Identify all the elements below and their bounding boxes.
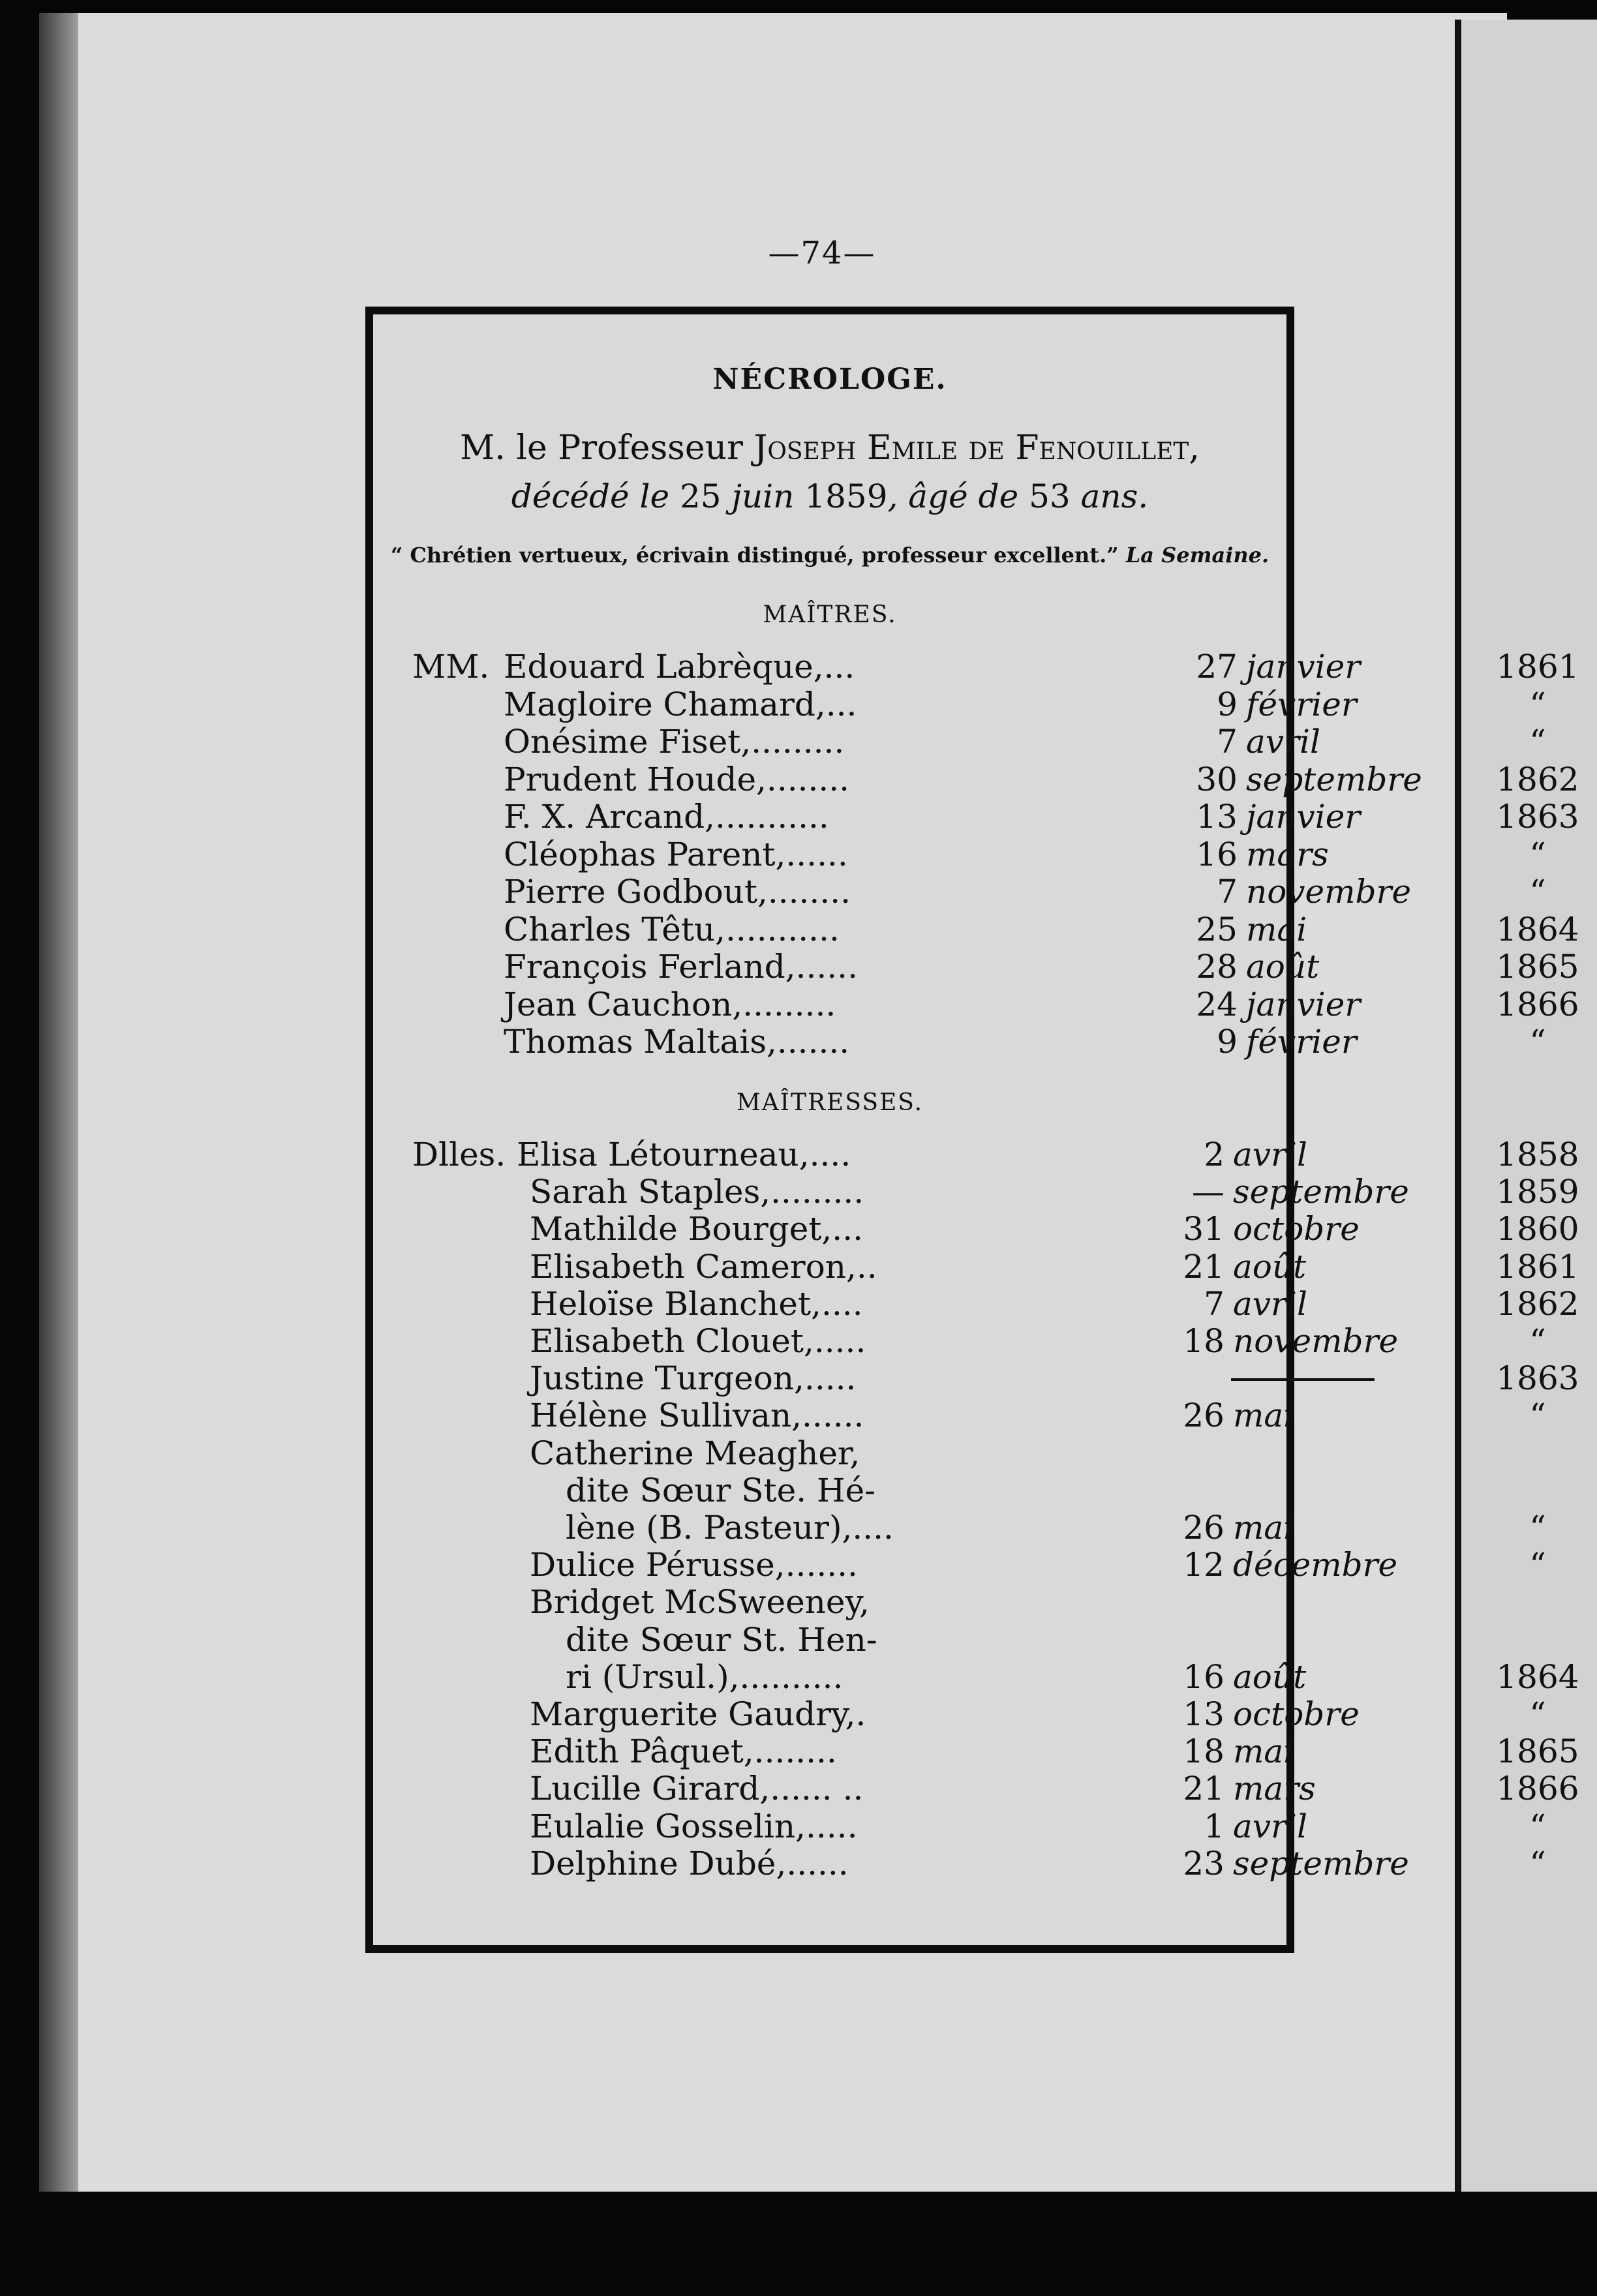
entry-name: lène (B. Pasteur),....	[566, 1509, 894, 1547]
entry-name: Cléophas Parent,......	[504, 835, 848, 873]
entry-name: dite Sœur St. Hen-	[566, 1620, 877, 1659]
list-item	[373, 1584, 1286, 1620]
entry-name: Elisa Létourneau,....	[517, 1136, 851, 1173]
entry-month: avril	[1233, 1136, 1307, 1173]
necrology-frame	[365, 307, 1579, 1953]
professor-prefix: M. le Professeur	[460, 429, 754, 468]
entry-day: 28	[1196, 948, 1238, 986]
entry-year: 1862	[1496, 1284, 1579, 1323]
entry-name: Marguerite Gaudry,.	[530, 1695, 866, 1733]
entry-month: septembre	[1246, 760, 1422, 798]
death-age: 53	[1029, 477, 1071, 515]
list-item	[373, 1435, 1286, 1472]
entry-name: Magloire Chamard,...	[504, 685, 857, 723]
entry-name: Jean Cauchon,.........	[504, 985, 836, 1023]
entry-year: “	[1529, 1695, 1546, 1733]
entry-month: octobre	[1233, 1695, 1360, 1733]
professor-line	[373, 429, 1286, 468]
entry-month: avril	[1246, 723, 1320, 761]
entry-name: Elisabeth Cameron,..	[530, 1247, 877, 1286]
entry-year: “	[1529, 1807, 1546, 1845]
list-item	[373, 1732, 1579, 1771]
entry-day: 21	[1183, 1770, 1224, 1808]
entry-day: 13	[1183, 1695, 1224, 1733]
entry-day: 18	[1183, 1322, 1224, 1360]
entry-year: “	[1529, 723, 1546, 761]
list-item	[373, 1322, 1546, 1360]
entry-month: mai	[1246, 910, 1307, 948]
death-text-a: décédé le	[511, 477, 680, 515]
entry-name: Prudent Houde,........	[504, 760, 850, 798]
entry-name: Dulice Pérusse,.......	[530, 1546, 858, 1584]
list-item	[373, 1622, 1286, 1658]
entry-year: 1866	[1496, 1770, 1579, 1808]
entry-year: 1863	[1496, 1359, 1579, 1398]
entry-year: 1860	[1496, 1210, 1579, 1248]
entry-name: Bridget McSweeney,	[530, 1583, 870, 1622]
entry-year: “	[1529, 1546, 1546, 1584]
entry-day: 18	[1183, 1732, 1224, 1771]
entry-month: octobre	[1233, 1210, 1360, 1248]
entry-day: 26	[1183, 1397, 1224, 1435]
section-heading-maitres: MAÎTRES.	[763, 601, 897, 628]
entry-month: août	[1233, 1657, 1307, 1696]
list-item	[373, 1770, 1579, 1808]
entry-name: Justine Turgeon,.....	[530, 1359, 857, 1398]
section-heading-maitresses: MAÎTRESSES.	[736, 1089, 924, 1116]
list-item	[373, 1247, 1579, 1286]
quote-source: La Semaine.	[1125, 543, 1270, 567]
entry-name: dite Sœur Ste. Hé-	[566, 1471, 876, 1509]
entry-year: 1861	[1496, 1247, 1579, 1286]
entry-day: 24	[1196, 985, 1238, 1023]
entry-name: Onésime Fiset,.........	[504, 723, 845, 761]
entry-day: 2	[1204, 1136, 1224, 1173]
list-item	[373, 910, 1579, 948]
entry-day: 31	[1183, 1210, 1224, 1248]
death-text-c: juin	[721, 477, 805, 515]
entry-year: “	[1529, 1844, 1546, 1882]
list-item	[373, 1397, 1546, 1435]
entry-day: 21	[1183, 1247, 1224, 1286]
entry-day: 7	[1217, 873, 1238, 911]
entry-day: 7	[1204, 1284, 1224, 1323]
entry-year: 1862	[1496, 760, 1579, 798]
entry-name: Edouard Labrèque,...	[504, 648, 855, 686]
entry-day: 23	[1183, 1844, 1224, 1882]
professor-death-line	[373, 477, 1286, 515]
entry-year: 1863	[1496, 798, 1579, 836]
entry-prefix: Dlles.	[412, 1136, 506, 1173]
entry-year: 1858	[1496, 1136, 1579, 1173]
list-item	[373, 1695, 1546, 1733]
entry-month: avril	[1233, 1284, 1307, 1323]
entry-name: Heloïse Blanchet,....	[530, 1284, 863, 1323]
entry-month: décembre	[1233, 1546, 1398, 1584]
entry-name: Eulalie Gosselin,.....	[530, 1807, 858, 1845]
entry-day: 16	[1196, 835, 1238, 873]
entry-month: août	[1246, 948, 1320, 986]
list-item	[373, 685, 1546, 723]
entry-name: Lucille Girard,...... ..	[530, 1770, 864, 1808]
entry-year: “	[1529, 1397, 1546, 1435]
entry-day: 27	[1196, 648, 1238, 686]
list-item	[373, 1844, 1546, 1882]
entry-name: Hélène Sullivan,......	[530, 1397, 864, 1435]
entry-day: 9	[1217, 685, 1238, 723]
entry-name: Charles Têtu,...........	[504, 910, 840, 948]
entry-day: 16	[1183, 1657, 1224, 1696]
entry-day: 25	[1196, 910, 1238, 948]
entry-year: “	[1529, 873, 1546, 911]
entry-year: 1864	[1496, 1657, 1579, 1696]
entry-name: Pierre Godbout,........	[504, 873, 851, 911]
entry-name: Catherine Meagher,	[530, 1434, 860, 1472]
list-item	[373, 1284, 1579, 1323]
entry-month: septembre	[1233, 1173, 1409, 1211]
entry-month: janvier	[1246, 648, 1361, 686]
entry-year: 1865	[1496, 948, 1579, 986]
page-title: NÉCROLOGE.	[712, 363, 947, 396]
entry-month: mai	[1233, 1732, 1294, 1771]
death-year: 1859	[804, 477, 888, 515]
quote	[373, 543, 1286, 567]
list-item	[373, 1546, 1546, 1584]
entry-day: 1	[1204, 1807, 1224, 1845]
entry-month: mai	[1233, 1397, 1294, 1435]
list-item	[373, 948, 1579, 986]
quote-text: “ Chrétien vertueux, écrivain distingué, professeur excellent.”	[390, 543, 1126, 567]
entry-year: “	[1529, 1509, 1546, 1547]
entry-month: janvier	[1246, 985, 1361, 1023]
entry-year: 1865	[1496, 1732, 1579, 1771]
list-item	[373, 1807, 1546, 1845]
list-item	[373, 1657, 1579, 1696]
entry-month: février	[1246, 1023, 1357, 1061]
list-item	[373, 873, 1546, 911]
death-text-e: , âgé de	[887, 477, 1029, 515]
list-item	[373, 1359, 1579, 1398]
list-item	[373, 835, 1546, 873]
list-item	[373, 760, 1579, 798]
list-item	[373, 1173, 1579, 1211]
entry-day: 13	[1196, 798, 1238, 836]
list-item	[373, 648, 1579, 686]
entry-month: mars	[1233, 1770, 1316, 1808]
list-item	[373, 1472, 1286, 1509]
entry-day: 9	[1217, 1023, 1238, 1061]
death-text-g: ans.	[1070, 477, 1149, 515]
entry-month: avril	[1233, 1807, 1307, 1845]
list-item	[373, 1023, 1546, 1061]
entry-year: 1864	[1496, 910, 1579, 948]
list-item	[373, 723, 1546, 761]
entry-name: Thomas Maltais,.......	[504, 1023, 850, 1061]
entry-name: François Ferland,......	[504, 948, 858, 986]
entry-year: 1861	[1496, 648, 1579, 686]
entry-year: “	[1529, 1322, 1546, 1360]
entry-name: ri (Ursul.),..........	[566, 1657, 844, 1696]
page-number: —74—	[768, 235, 876, 271]
entry-year: “	[1529, 685, 1546, 723]
list-item	[373, 798, 1579, 836]
entry-day: 30	[1196, 760, 1238, 798]
entry-year: 1859	[1496, 1173, 1579, 1211]
entry-month: mars	[1246, 835, 1329, 873]
list-item	[373, 1136, 1579, 1173]
entry-month: février	[1246, 685, 1357, 723]
entry-month: mai	[1233, 1509, 1294, 1547]
entry-day: 12	[1183, 1546, 1224, 1584]
entry-name: Mathilde Bourget,...	[530, 1210, 863, 1248]
entry-month: janvier	[1246, 798, 1361, 836]
entry-name: Elisabeth Clouet,.....	[530, 1322, 866, 1360]
entry-month: septembre	[1233, 1844, 1409, 1882]
entry-year: “	[1529, 1023, 1546, 1061]
entry-day: —	[1192, 1173, 1224, 1211]
entry-year: 1866	[1496, 985, 1579, 1023]
entry-name: F. X. Arcand,...........	[504, 798, 829, 836]
entry-prefix: MM.	[412, 648, 490, 686]
entry-month: novembre	[1233, 1322, 1399, 1360]
entry-day: 7	[1217, 723, 1238, 761]
entry-day: 26	[1183, 1509, 1224, 1547]
list-item	[373, 1210, 1579, 1248]
date-unknown-rule	[1231, 1378, 1375, 1381]
entry-name: Edith Pâquet,........	[530, 1732, 837, 1771]
entry-month: août	[1233, 1247, 1307, 1286]
entry-month: novembre	[1246, 873, 1412, 911]
entry-year: “	[1529, 835, 1546, 873]
professor-name: Joseph Emile de Fenouillet,	[753, 429, 1200, 468]
entry-name: Sarah Staples,.........	[530, 1173, 864, 1211]
list-item	[373, 1509, 1546, 1547]
death-day: 25	[679, 477, 722, 515]
list-item	[373, 985, 1579, 1023]
entry-name: Delphine Dubé,......	[530, 1844, 849, 1882]
